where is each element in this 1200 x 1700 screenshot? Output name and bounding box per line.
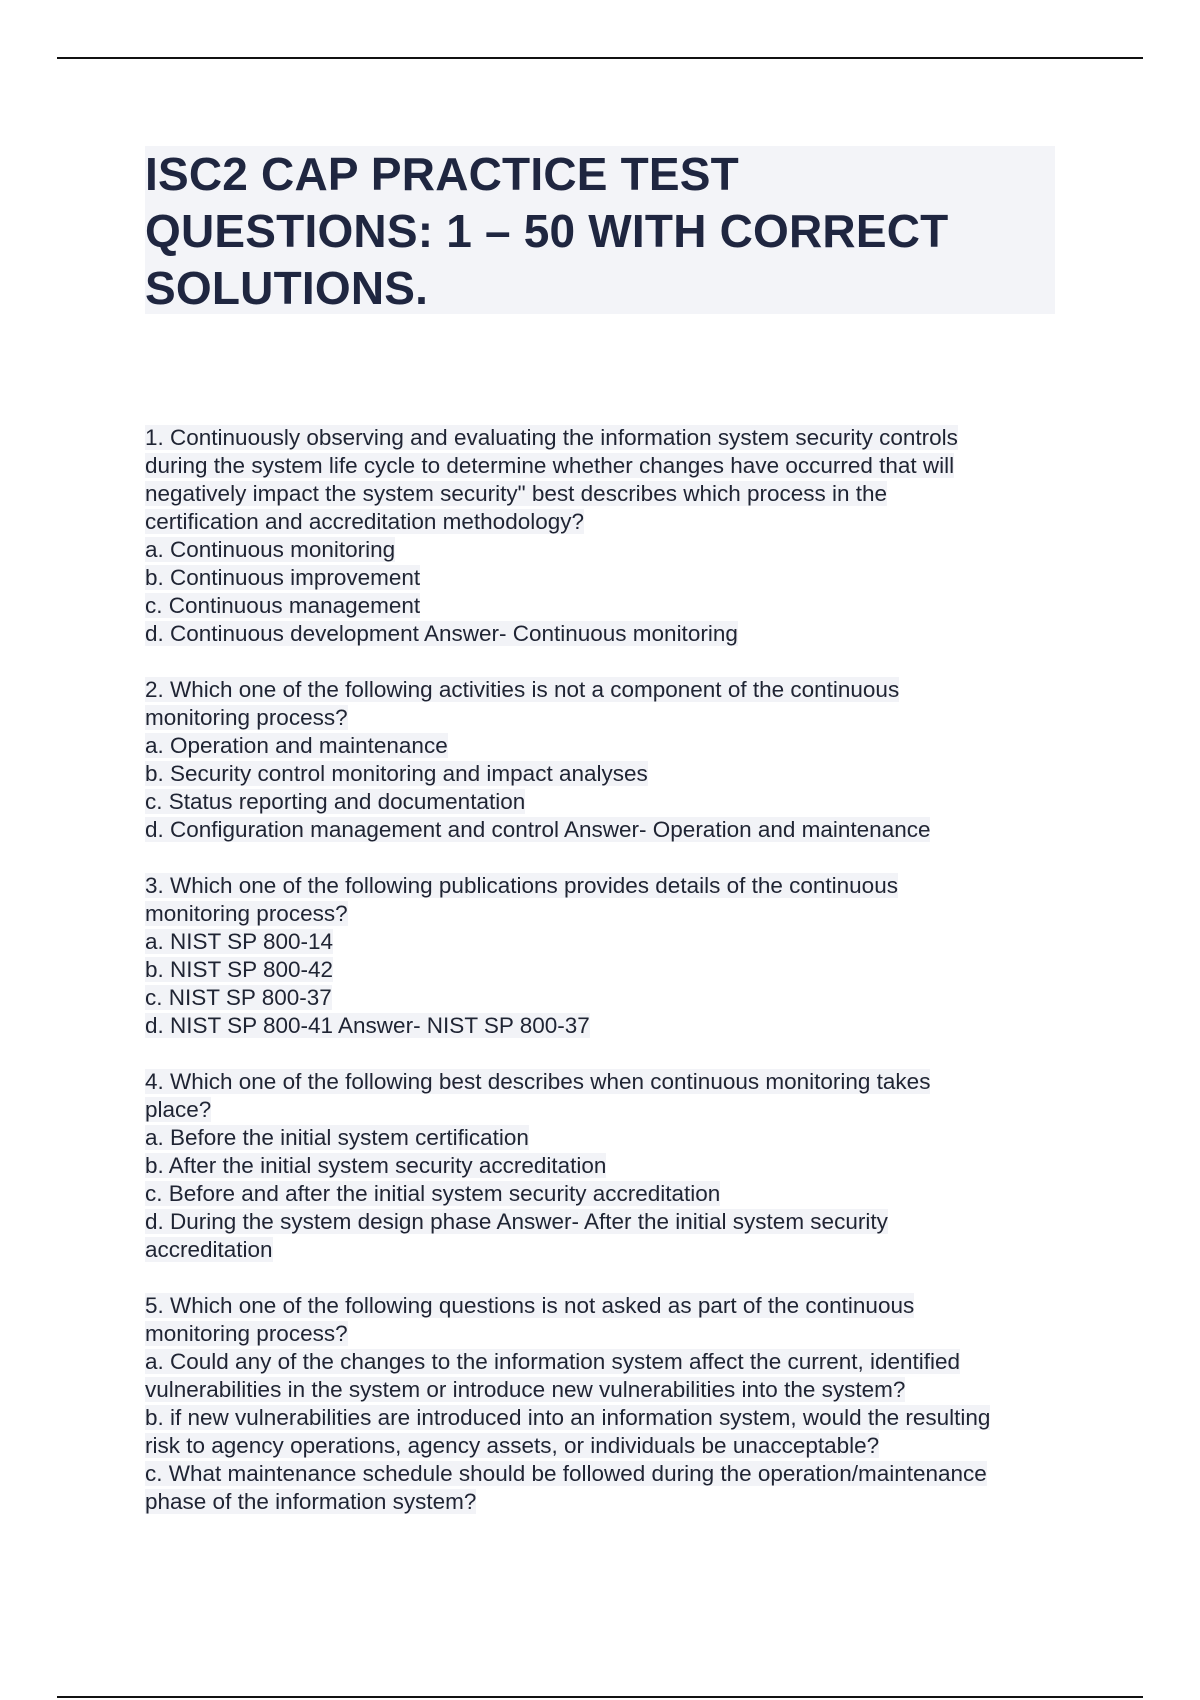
answer-option: accreditation (145, 1237, 273, 1262)
question-2 (145, 676, 1075, 844)
answer-option: a. Operation and maintenance (145, 733, 448, 758)
answer-option: c. Status reporting and documentation (145, 789, 526, 814)
question-text: 3. Which one of the following publications provides details of the continuous (145, 873, 898, 898)
answer-option: c. Continuous management (145, 593, 421, 618)
answer-option: d. Continuous development Answer- Continuous monitoring (145, 621, 738, 646)
answer-option: c. Before and after the initial system security accreditation (145, 1181, 721, 1206)
answer-option: phase of the information system? (145, 1489, 477, 1514)
question-5 (145, 1292, 1075, 1516)
answer-option: b. After the initial system security accreditation (145, 1153, 607, 1178)
answer-option: c. NIST SP 800-37 (145, 985, 332, 1010)
top-rule (57, 57, 1143, 59)
answer-option: d. During the system design phase Answer- After the initial system security (145, 1209, 888, 1234)
answer-option: c. What maintenance schedule should be followed during the operation/maintenance (145, 1461, 987, 1486)
question-text: negatively impact the system security" best describes which process in the (145, 481, 888, 506)
answer-option: b. Continuous improvement (145, 565, 421, 590)
answer-option: b. NIST SP 800-42 (145, 957, 334, 982)
answer-option: vulnerabilities in the system or introduce new vulnerabilities into the system? (145, 1377, 906, 1402)
answer-option: b. if new vulnerabilities are introduced into an information system, would the resulting (145, 1405, 991, 1430)
title-line: ISC2 CAP PRACTICE TEST (145, 148, 739, 200)
question-text: 5. Which one of the following questions is not asked as part of the continuous (145, 1293, 915, 1318)
question-4 (145, 1068, 1075, 1264)
question-text: monitoring process? (145, 901, 348, 926)
question-3 (145, 872, 1075, 1040)
question-text: certification and accreditation methodology? (145, 509, 585, 534)
question-text: 1. Continuously observing and evaluating the information system security controls (145, 425, 958, 450)
question-list (145, 424, 1075, 1544)
title-line: SOLUTIONS. (145, 262, 429, 314)
question-text: 2. Which one of the following activities is not a component of the continuous (145, 677, 900, 702)
answer-option: risk to agency operations, agency assets, or individuals be unacceptable? (145, 1433, 880, 1458)
title-block (145, 146, 1055, 314)
question-text: 4. Which one of the following best describes when continuous monitoring takes (145, 1069, 931, 1094)
answer-option: d. Configuration management and control Answer- Operation and maintenance (145, 817, 931, 842)
question-text: monitoring process? (145, 1321, 348, 1346)
document-title (145, 146, 1055, 317)
title-line: QUESTIONS: 1 – 50 WITH CORRECT (145, 205, 949, 257)
answer-option: a. Could any of the changes to the information system affect the current, identified (145, 1349, 961, 1374)
answer-option: a. Before the initial system certification (145, 1125, 529, 1150)
question-text: monitoring process? (145, 705, 348, 730)
question-text: place? (145, 1097, 212, 1122)
answer-option: a. Continuous monitoring (145, 537, 396, 562)
answer-option: d. NIST SP 800-41 Answer- NIST SP 800-37 (145, 1013, 590, 1038)
bottom-rule (57, 1696, 1143, 1698)
answer-option: a. NIST SP 800-14 (145, 929, 334, 954)
answer-option: b. Security control monitoring and impact analyses (145, 761, 648, 786)
question-1 (145, 424, 1075, 648)
question-text: during the system life cycle to determine whether changes have occurred that will (145, 453, 955, 478)
